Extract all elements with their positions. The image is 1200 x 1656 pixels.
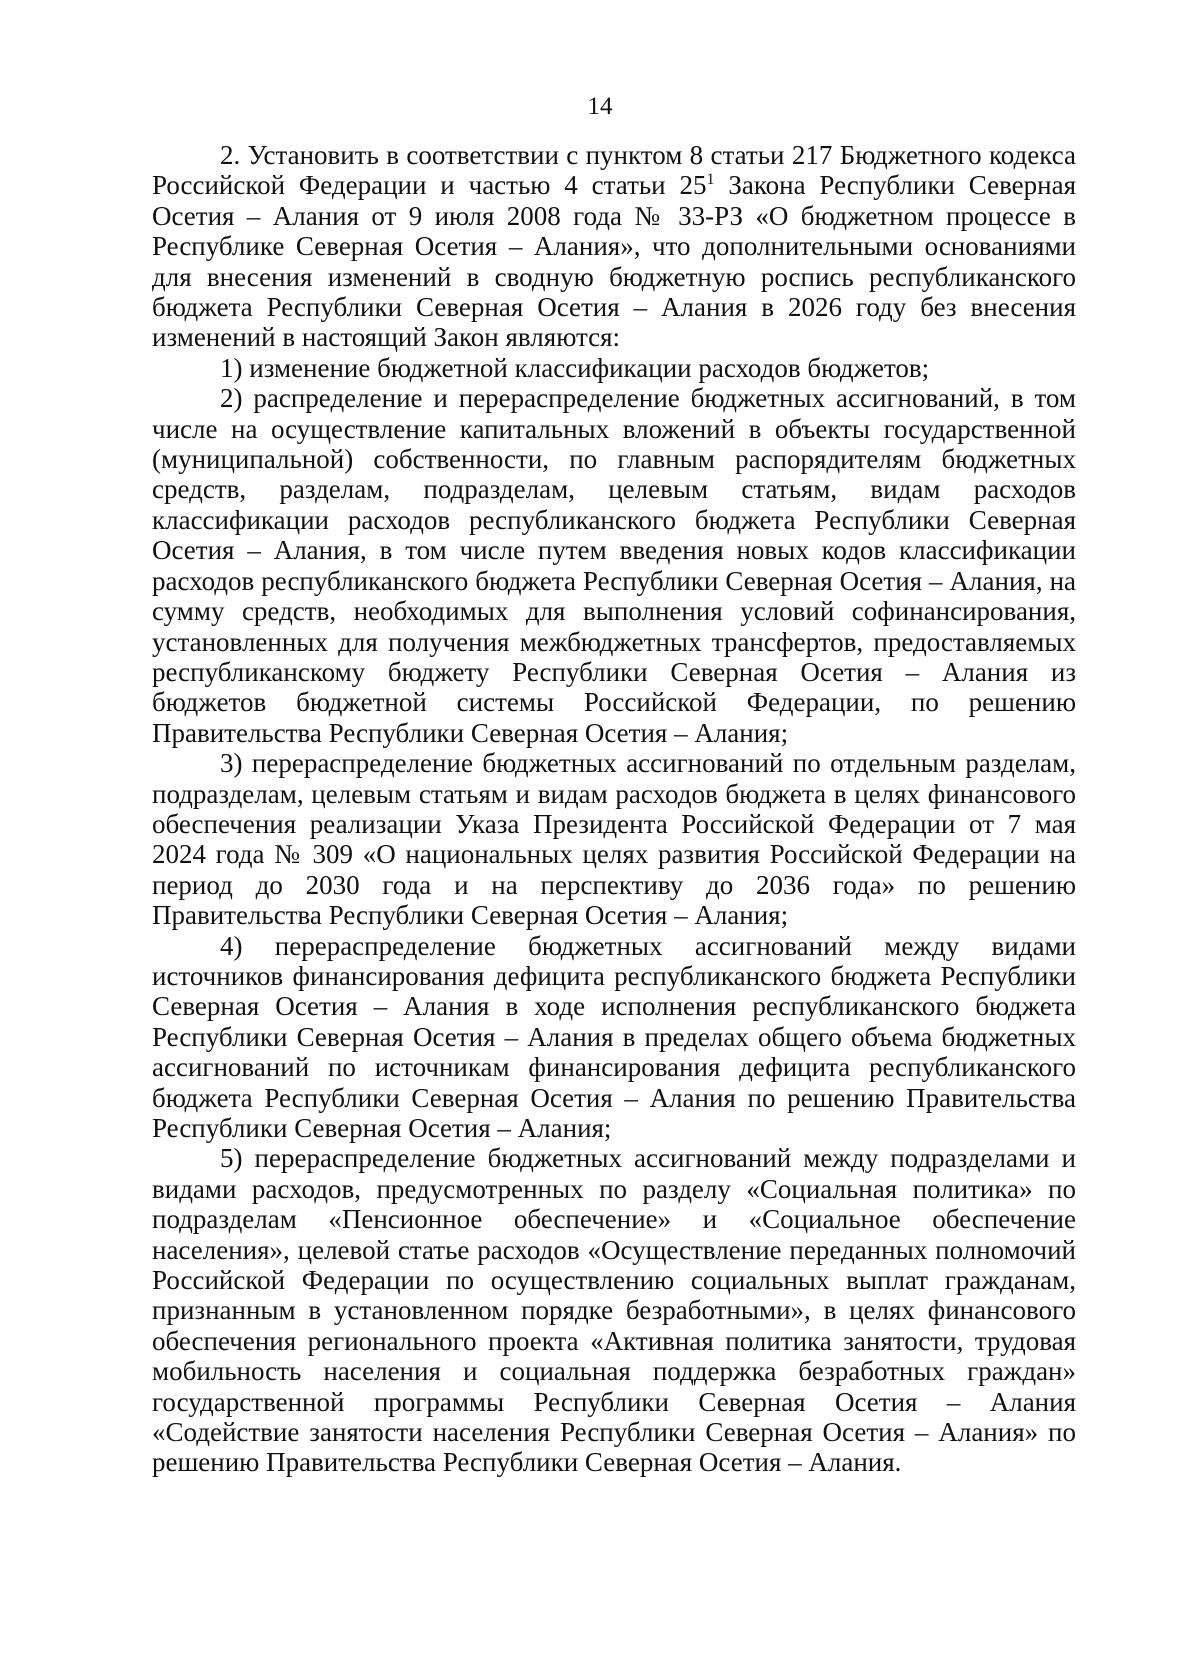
page-number: 14: [587, 93, 613, 120]
list-item-5: 5) перераспределение бюджетных ассигнований между подразделами и видами расходов, предусмотренных по разделу «Социальная политика» по подразделам «Пенсионное обеспечение» и «Социальное обеспечение населения», целевой статье расходов «Осуществление переданных полномочий Российской Федерации по осуществлению социальных выплат гражданам, признанным в установленном порядке безработными», в целях финансового обеспечения регионального проекта «Активная политика занятости, трудовая мобильность населения и социальная поддержка безработных граждан» государственной программы Республики Северная Осетия – Алания «Содействие занятости населения Республики Северная Осетия – Алания» по решению Правительства Республики Северная Осетия – Алания.: [152, 1143, 1076, 1478]
paragraph-2-text-start: 2. Установить в соответствии с пунктом 8 статьи 217 Бюджетного кодекса Российской Федерации и частью 4 статьи 25: [152, 140, 1076, 201]
list-item-4: 4) перераспределение бюджетных ассигнований между видами источников финансирования дефицита республиканского бюджета Республики Северная Осетия – Алания в ходе исполнения республиканского бюджета Республики Северная Осетия – Алания в пределах общего объема бюджетных ассигнований по источникам финансирования дефицита республиканского бюджета Республики Северная Осетия – Алания по решению Правительства Республики Северная Осетия – Алания;: [152, 930, 1076, 1143]
list-item-3: 3) перераспределение бюджетных ассигнований по отдельным разделам, подразделам, целевым статьям и видам расходов бюджета в целях финансового обеспечения реализации Указа Президента Российской Федерации от 7 мая 2024 года № 309 «О национальных целях развития Российской Федерации на период до 2030 года и на перспективу до 2036 года» по решению Правительства Республики Северная Осетия – Алания;: [152, 748, 1076, 931]
list-item-1: 1) изменение бюджетной классификации расходов бюджетов;: [220, 352, 930, 383]
paragraph-2: [152, 140, 1076, 353]
superscript-article-number: 1: [706, 171, 715, 189]
list-item-2: 2) распределение и перераспределение бюджетных ассигнований, в том числе на осуществление капитальных вложений в объекты государственной (муниципальной) собственности, по главным распорядителям бюджетных средств, разделам, подразделам, целевым статьям, видам расходов классификации расходов республиканского бюджета Республики Северная Осетия – Алания, в том числе путем введения новых кодов классификации расходов республиканского бюджета Республики Северная Осетия – Алания, на сумму средств, необходимых для выполнения условий софинансирования, установленных для получения межбюджетных трансфертов, предоставляемых республиканскому бюджету Республики Северная Осетия – Алания из бюджетов бюджетной системы Российской Федерации, по решению Правительства Республики Северная Осетия – Алания;: [152, 383, 1076, 748]
paragraph-2-text-end: Закона Республики Северная Осетия – Алания от 9 июля 2008 года № 33-РЗ «О бюджетном процессе в Республике Северная Осетия – Алания», что дополнительными основаниями для внесения изменений в сводную бюджетную роспись республиканского бюджета Республики Северная Осетия – Алания в 2026 году без внесения изменений в настоящий Закон являются:: [152, 170, 1076, 353]
document-body: [152, 140, 1076, 1478]
